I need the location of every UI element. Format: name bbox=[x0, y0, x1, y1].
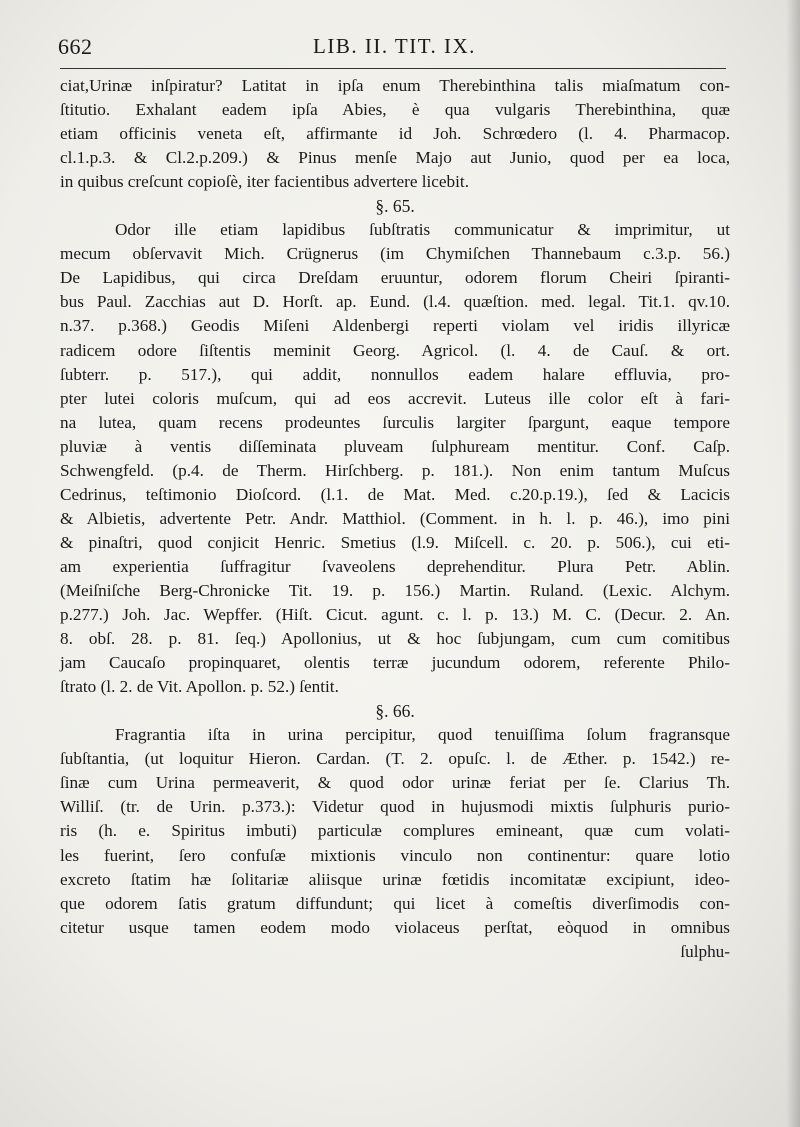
text-line: Odor ille etiam lapidibus ſubſtratis communicatur & imprimitur, ut bbox=[115, 220, 730, 240]
text-line: ſinæ cum Urina permeaverit, & quod odor urinæ feriat per ſe. Clarius Th. bbox=[60, 773, 730, 793]
text-line: Williſ. (tr. de Urin. p.373.): Videtur quod in hujusmodi mixtis ſulphuris purio- bbox=[60, 797, 730, 817]
text-line: que odorem ſatis gratum diffundunt; qui licet à comeſtis diverſimodis con- bbox=[60, 893, 730, 913]
catchword: ſulphu- bbox=[680, 941, 730, 961]
page-number: 662 bbox=[58, 34, 93, 59]
section-heading: §. 65. bbox=[375, 196, 415, 217]
text-line: cl.1.p.3. & Cl.2.p.209.) & Pinus menſe Majo aut Junio, quod per ea loca, bbox=[60, 148, 730, 168]
text-line: ſubſtantia, (ut loquitur Hieron. Cardan. (T. 2. opuſc. l. de Æther. p. 1542.) re- bbox=[60, 749, 730, 769]
text-line: ſtitutio. Exhalant eadem ipſa Abies, è qua vulgaris Therebinthina, quæ bbox=[60, 100, 730, 120]
text-line: citetur usque tamen eodem modo violaceus perſtat, eòquod in omnibus bbox=[60, 917, 730, 937]
text-line: mecum obſervavit Mich. Crügnerus (im Chymiſchen Thannebaum c.3.p. 56.) bbox=[60, 244, 730, 264]
text-line: etiam officinis veneta eſt, affirmante id Joh. Schrœdero (l. 4. Pharmacop. bbox=[60, 124, 730, 144]
text-line: pter lutei coloris muſcum, qui ad eos accrevit. Luteus ille color eſt à fari- bbox=[60, 388, 730, 408]
text-line: & Albietis, advertente Petr. Andr. Matthiol. (Comment. in h. l. p. 46.), imo pini bbox=[60, 508, 730, 528]
section-heading: §. 66. bbox=[375, 701, 415, 722]
text-line: 8. obſ. 28. p. 81. ſeq.) Apollonius, ut & hoc ſubjungam, cum cum comitibus bbox=[60, 629, 730, 649]
text-line: p.277.) Joh. Jac. Wepffer. (Hiſt. Cicut. agunt. c. l. p. 13.) M. C. (Decur. 2. An. bbox=[60, 605, 730, 625]
text-line: ciat,Urinæ inſpiratur? Latitat in ipſa enum Therebinthina talis miaſmatum con- bbox=[60, 76, 730, 95]
text-line: De Lapidibus, qui circa Dreſdam eruuntur, odorem florum Cheiri ſpiranti- bbox=[60, 268, 730, 288]
page-body bbox=[60, 74, 730, 964]
text-line: Schwengfeld. (p.4. de Therm. Hirſchberg. p. 181.). Non enim tantum Muſcus bbox=[60, 460, 730, 480]
text-line: n.37. p.368.) Geodis Miſeni Aldenbergi reperti violam vel iridis illyricæ bbox=[60, 316, 730, 336]
text-line: in quibus creſcunt copioſè, iter facientibus advertere licebit. bbox=[60, 172, 470, 192]
text-line: bus Paul. Zacchias aut D. Horſt. ap. Eund. (l.4. quæſtion. med. legal. Tit.1. qv.10. bbox=[60, 292, 730, 312]
text-line: excreto ſtatim hæ ſolitariæ aliisque urinæ fœtidis incomitatæ excipiunt, ideo- bbox=[60, 869, 730, 889]
text-line: ris (h. e. Spiritus imbuti) particulæ complures emineant, quæ cum volati- bbox=[60, 821, 730, 841]
text-line: radicem odore ſiſtentis meminit Georg. Agricol. (l. 4. de Cauſ. & ort. bbox=[60, 340, 730, 360]
text-line: Cedrinus, teſtimonio Dioſcord. (l.1. de Mat. Med. c.20.p.19.), ſed & Lacicis bbox=[60, 484, 730, 504]
text-line: les fuerint, ſero confuſæ mixtionis vinculo non continentur: quare lotio bbox=[60, 845, 730, 865]
text-line: pluviæ à ventis diſſeminata pluveam ſulphuream mentitur. Conf. Caſp. bbox=[60, 436, 730, 456]
page-edge-shadow bbox=[786, 0, 800, 1127]
text-line: ſubterr. p. 517.), qui addit, nonnullos eadem halare effluvia, pro- bbox=[60, 364, 730, 384]
page-header bbox=[58, 30, 738, 64]
text-line: ſtrato (l. 2. de Vit. Apollon. p. 52.) ſentit. bbox=[60, 677, 339, 697]
text-line: Fragrantia iſta in urina percipitur, quod tenuiſſima ſolum fragransque bbox=[115, 725, 730, 745]
text-line: na lutea, quam recens prodeuntes ſurculis largiter ſpargunt, eaque tempore bbox=[60, 412, 730, 432]
text-line: (Meiſniſche Berg-Chronicke Tit. 19. p. 156.) Martin. Ruland. (Lexic. Alchym. bbox=[60, 580, 730, 600]
running-head: LIB. II. TIT. IX. bbox=[313, 34, 476, 58]
text-line: am experientia ſuffragitur ſvaveolens deprehenditur. Plura Petr. Ablin. bbox=[60, 556, 730, 576]
text-line: jam Caucaſo propinquaret, olentis terræ jucundum odorem, referente Philo- bbox=[60, 653, 730, 673]
text-line: & pinaſtri, quod conjicit Henric. Smetius (l.9. Miſcell. c. 20. p. 506.), cui eti- bbox=[60, 532, 730, 552]
header-rule bbox=[60, 68, 726, 69]
